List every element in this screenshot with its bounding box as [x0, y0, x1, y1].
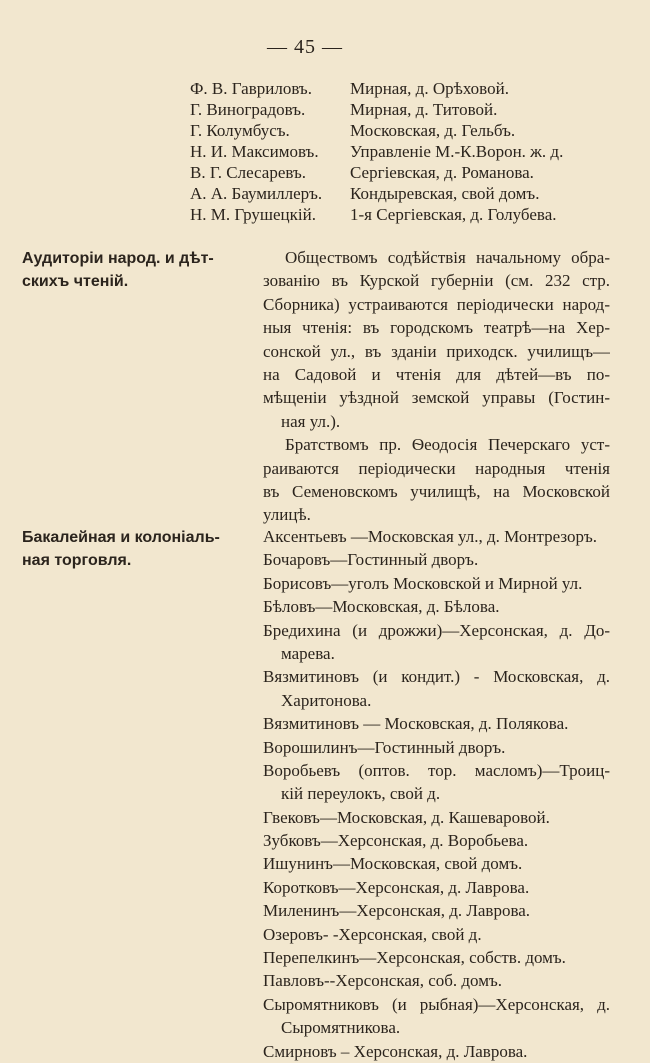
list-entry — [263, 806, 610, 829]
list-entry — [263, 1040, 610, 1063]
person-address: Мирная, д. Орѣховой. — [350, 79, 509, 98]
list-entry — [263, 572, 610, 595]
list-entry — [263, 923, 610, 946]
person-address: Мирная, д. Титовой. — [350, 100, 498, 119]
entry-line: марева. — [281, 643, 335, 663]
person-address: Московская, д. Гельбъ. — [350, 121, 516, 140]
list-entry — [263, 712, 610, 735]
entry-line: Бредихина (и дрожжи)—Херсонская, д. До- — [263, 620, 610, 640]
text-line: сонской ул., въ зданіи приходск. училищъ— — [263, 341, 610, 361]
list-entry — [263, 946, 610, 969]
text-line: Сборника) устраиваются періодически народ- — [263, 294, 610, 314]
list-entry — [263, 899, 610, 922]
person-name: Г. Виноградовъ. — [190, 100, 306, 119]
address-list — [190, 78, 620, 225]
list-row — [190, 141, 620, 162]
text-line: на Садовой и чтенія для дѣтей—въ по- — [263, 364, 610, 384]
list-entry — [263, 969, 610, 992]
heading-line: Аудиторіи народ. и дѣт- — [22, 250, 214, 267]
entry-line: Бочаровъ—Гостинный дворъ. — [263, 550, 479, 570]
list-entry — [263, 876, 610, 899]
entry-line: Перепелкинъ—Херсонская, собств. домъ. — [263, 948, 566, 968]
list-entry — [263, 525, 610, 548]
list-entry — [263, 665, 610, 712]
heading-line: ная торговля. — [22, 552, 132, 569]
person-address: 1-я Сергіевская, д. Голубева. — [350, 205, 557, 224]
text-line: улицѣ. — [263, 505, 311, 525]
list-entry — [263, 852, 610, 875]
list-entry — [263, 759, 610, 806]
list-entry — [263, 736, 610, 759]
entry-line: Гвековъ—Московская, д. Кашеваровой. — [263, 807, 550, 827]
entry-line: Харитонова. — [281, 690, 372, 710]
text-line: зованію въ Курской губерніи (см. 232 стр. — [263, 271, 610, 291]
list-row — [190, 183, 620, 204]
person-name: Г. Колумбусъ. — [190, 121, 290, 140]
page-number: — 45 — — [267, 36, 343, 58]
entry-line: Зубковъ—Херсонская, д. Воробьева. — [263, 831, 529, 851]
text-line: ныя чтенія: въ городскомъ театрѣ—на Хер- — [263, 318, 610, 338]
entry-line: Аксентьевъ —Московская ул., д. Монтрезоръ. — [263, 527, 597, 546]
section-heading-grocery — [22, 526, 252, 572]
heading-line: Бакалейная и колоніаль- — [22, 529, 220, 546]
section-heading-auditories — [22, 247, 252, 293]
list-entry — [263, 619, 610, 666]
list-entry — [263, 595, 610, 618]
entry-line: Павловъ--Херсонская, соб. домъ. — [263, 971, 503, 991]
entry-line: Бѣловъ—Московская, д. Бѣлова. — [263, 597, 500, 617]
text-line: ная ул.). — [281, 411, 341, 431]
person-name: Н. И. Максимовъ. — [190, 142, 319, 161]
list-row — [190, 120, 620, 141]
entry-line: Воробьевъ (оптов. тор. масломъ)—Троиц- — [263, 760, 610, 780]
list-entry — [263, 829, 610, 852]
text-line: мѣщеніи уѣздной земской управы (Гостин- — [263, 388, 610, 408]
entry-line: Вязмитиновъ (и кондит.) - Московская, д. — [263, 667, 610, 687]
list-row — [190, 162, 620, 183]
person-name: В. Г. Слесаревъ. — [190, 163, 307, 182]
person-address: Кондыревская, свой домъ. — [350, 184, 540, 203]
list-row — [190, 204, 620, 225]
list-row — [190, 99, 620, 120]
entry-line: Миленинъ—Херсонская, д. Лаврова. — [263, 901, 531, 921]
entry-line: Борисовъ—уголъ Московской и Мирной ул. — [263, 573, 583, 593]
text-line: въ Семеновскомъ училищѣ, на Московской — [263, 481, 610, 501]
person-address: Управленіе М.-К.Ворон. ж. д. — [350, 142, 564, 161]
entry-line: Ишунинъ—Московская, свой домъ. — [263, 854, 523, 874]
list-row — [190, 78, 620, 99]
entry-line: Смирновъ – Херсонская, д. Лаврова. — [263, 1041, 528, 1061]
entry-line: Вязмитиновъ — Московская, д. Полякова. — [263, 714, 569, 734]
text-line: Обществомъ содѣйствія начальному обра- — [285, 248, 610, 267]
person-address: Сергіевская, д. Романова. — [350, 163, 534, 182]
list-entry — [263, 993, 610, 1040]
text-line: раиваются періодически народныя чтенія — [263, 458, 610, 478]
heading-line: скихъ чтеній. — [22, 273, 129, 290]
entry-line: Озеровъ- -Херсонская, свой д. — [263, 924, 482, 944]
entry-line: Коротковъ—Херсонская, д. Лаврова. — [263, 877, 530, 897]
person-name: Н. М. Грушецкій. — [190, 205, 316, 224]
text-line: Братствомъ пр. Ѳеодосія Печерскаго уст- — [285, 435, 610, 455]
section-body-auditories — [263, 246, 610, 527]
list-entry — [263, 548, 610, 571]
person-name: Ф. В. Гавриловъ. — [190, 79, 312, 98]
entry-line: Сыромятникова. — [281, 1018, 401, 1038]
person-name: А. А. Баумиллеръ. — [190, 184, 323, 203]
entry-line: кій переулокъ, свой д. — [281, 784, 441, 804]
entry-line: Сыромятниковъ (и рыбная)—Херсонская, д. — [263, 994, 610, 1014]
entry-line: Ворошилинъ—Гостинный дворъ. — [263, 737, 506, 757]
section-body-grocery — [263, 525, 610, 1063]
